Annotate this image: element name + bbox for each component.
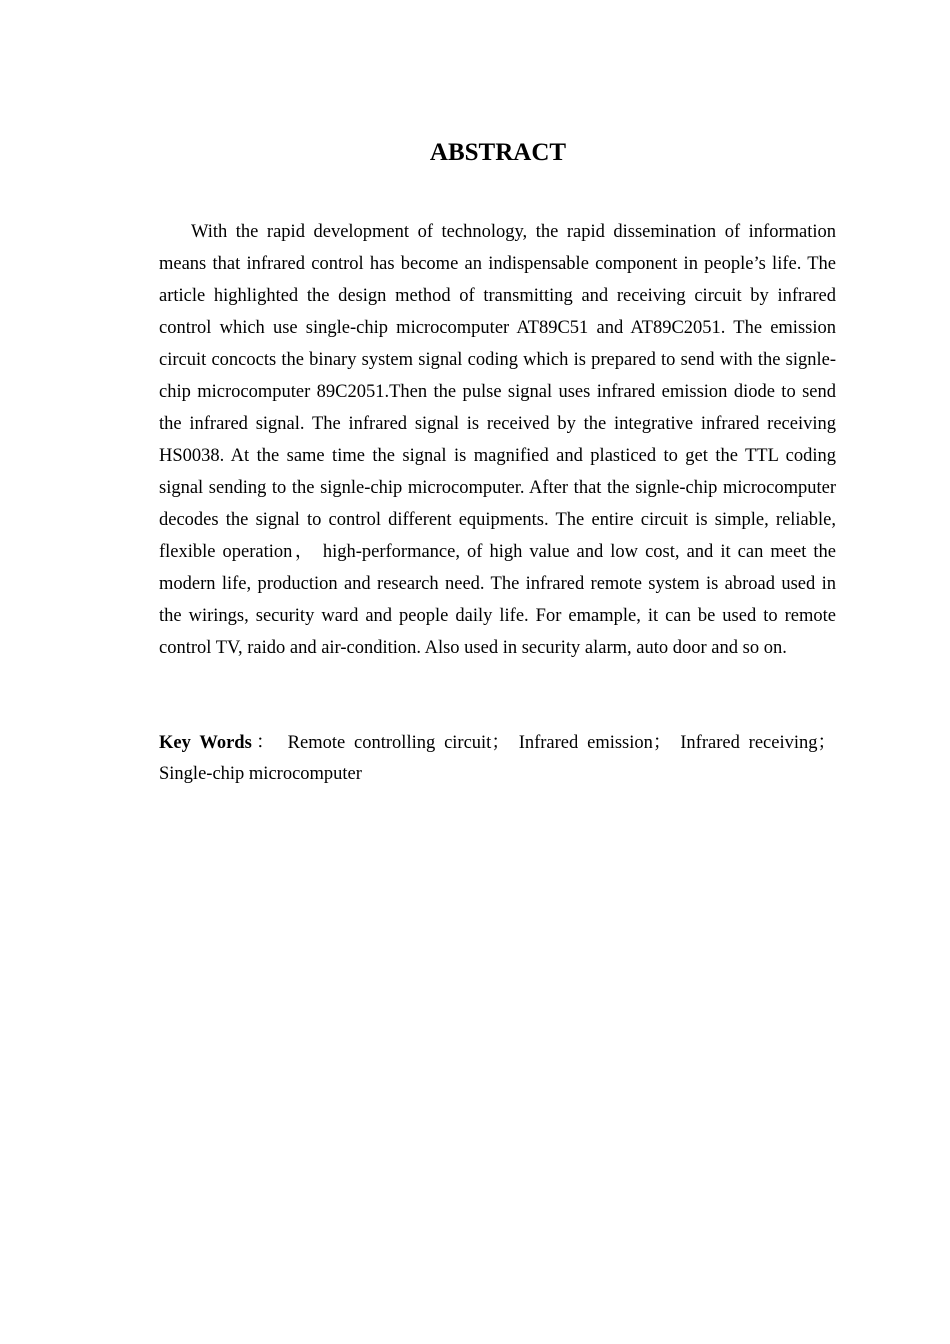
abstract-body: With the rapid development of technology, the rapid dissemination of information means that infrared control has become an indispensable component in people’s life. The article highlighted the design method of transmitting and receiving circuit by infrared control which use single-chip microcomputer AT89C51 and AT89C2051. The emission circuit concocts the binary system signal coding which is prepared to send with the signle-chip microcomputer 89C2051.Then the pulse signal uses infrared emission diode to send the infrared signal. The infrared signal is received by the integrative infrared receiving HS0038. At the same time the signal is magnified and plasticed to get the TTL coding signal sending to the signle-chip microcomputer. After that the signle-chip microcomputer decodes the signal to control different equipments. The entire circuit is simple, reliable, flexible operation， high-performance, of high value and low cost, and it can meet the modern life, production and research need. The infrared remote system is abroad used in the wirings, security ward and people daily life. For emample, it can be used to remote control TV, raido and air-condition. Also used in security alarm, auto door and so on. [159,222,836,658]
keyword-item: Infrared emission； [518,733,672,753]
keyword-item: Infrared receiving； [680,733,836,753]
keywords-separator: ： [251,733,279,753]
keyword-item: Remote controlling circuit； [287,733,510,753]
keyword-item: Single-chip microcomputer [159,764,362,784]
abstract-title: ABSTRACT [429,139,567,166]
keywords-section [159,728,836,790]
keywords-label: Key Words [159,733,252,753]
